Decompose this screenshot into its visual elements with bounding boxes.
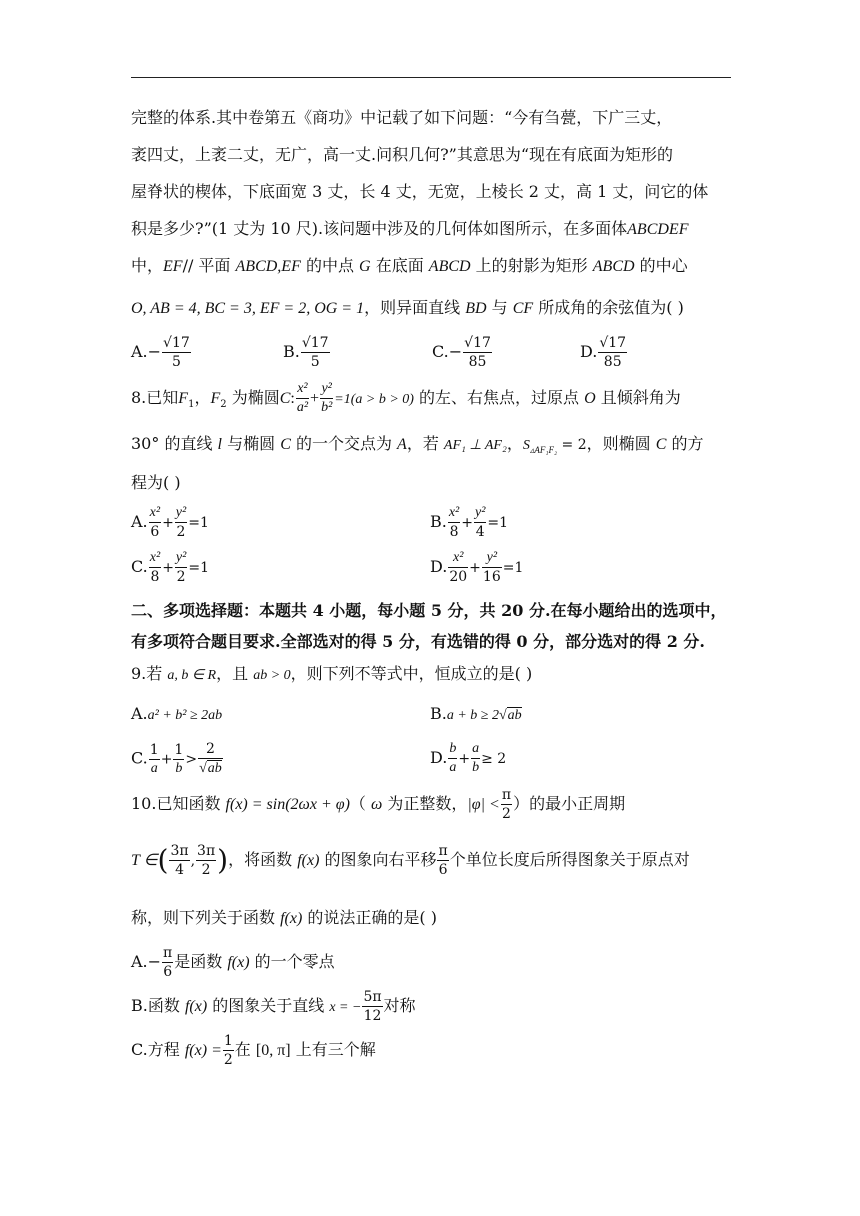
text-line: O, AB = 4, BC = 3, EF = 2, OG = 1，则异面直线 BD 与 CF 所成角的余弦值为( ) — [131, 298, 684, 317]
q9-option-b: B.a + b ≥ 2√ab — [430, 704, 522, 723]
q9-option-c: C. $\frac{1}{a}$ + $\frac{1}{b}$ > $\frac{2}{√ab}$ — [131, 741, 222, 776]
q8-option-d: D. $\frac{\text{x²}}{20}$ + $\frac{\text{y²}}{16}$ =1 — [430, 550, 524, 585]
q9-option-d: D. $\frac{b}{a}$ + $\frac{a}{b}$ ≥ 2 — [430, 741, 507, 775]
q7-option-d: D. $\frac{√17}{85}$ — [580, 335, 627, 370]
q10-stem-line3: 称，则下列关于函数 f(x) 的说法正确的是( ) — [131, 908, 437, 927]
section-heading: 二、多项选择题：本题共 4 小题，每小题 5 分，共 20 分.在每小题给出的选项中， — [131, 601, 727, 620]
q8-stem: 8.已知$F_1$，$F_2$ 为椭圆C: $\frac{\text{x²}}{\text{a²}}$ + $\frac{\text{y²}}{\text{b²}}$ =1(a > b > 0) 的左、右焦点，过原点 O 且倾斜角为 — [131, 381, 681, 415]
text-line: 中，EF// 平面 ABCD,EF 的中点 G 在底面 ABCD 上的射影为矩形 ABCD 的中心 — [131, 256, 688, 275]
q8-option-a: A. $\frac{\text{x²}}{6}$ + $\frac{\text{y²}}{2}$ =1 — [131, 505, 209, 540]
q8-stem-line2: 30° 的直线 l 与椭圆 C 的一个交点为 A，若 AF₁ ⊥ AF₂，$S_{▵AF_1F_2} = 2$，则椭圆 C 的方 — [131, 434, 704, 456]
q7-option-c: C.− $\frac{√17}{85}$ — [432, 335, 491, 370]
q7-option-a: A.− $\frac{√17}{5}$ — [131, 335, 190, 370]
q10-option-b: B.函数 f(x) 的图象关于直线 x = − $\frac{5\pi}{12}$ 对称 — [131, 989, 416, 1024]
q10-stem-line2: T ∈( $\frac{3\pi}{4}$ , $\frac{3\pi}{2}$ )，将函数 f(x) 的图象向右平移 $\frac{\pi}{6}$ 个单位长度后所得图象关于原点对 — [131, 843, 690, 878]
text-line: 袤四丈，上袤二丈，无广，高一丈.问积几何?”其意思为“现在有底面为矩形的 — [131, 145, 674, 164]
text-line: 积是多少?”(1 丈为 10 尺).该问题中涉及的几何体如图所示，在多面体ABCDEF — [131, 219, 689, 238]
q10-option-a: A.− $\frac{\pi}{6}$ 是函数 f(x) 的一个零点 — [131, 945, 335, 980]
text-line: 屋脊状的楔体，下底面宽 3 丈，长 4 丈，无宽，上棱长 2 丈，高 1 丈，问它的体 — [131, 182, 709, 201]
q8-stem-line3: 程为( ) — [131, 473, 181, 492]
section-heading-line2: 有多项符合题目要求.全部选对的得 5 分，有选错的得 0 分，部分选对的得 2 分. — [131, 632, 705, 651]
q10-stem: 10.已知函数 f(x) = sin(2ωx + φ)（ ω 为正整数，|φ| < $\frac{\pi}{2}$ ）的最小正周期 — [131, 787, 626, 822]
q7-option-b: B. $\frac{√17}{5}$ — [283, 335, 329, 370]
q9-stem: 9.若 a, b ∈ R，且 ab > 0，则下列不等式中，恒成立的是( ) — [131, 664, 533, 683]
q9-option-a: A.a² + b² ≥ 2ab — [131, 704, 223, 723]
q8-option-c: C. $\frac{\text{x²}}{8}$ + $\frac{\text{y²}}{2}$ =1 — [131, 550, 209, 585]
text-line: 完整的体系.其中卷第五《商功》中记载了如下问题：“今有刍甍，下广三丈， — [131, 108, 673, 127]
q10-option-c: C.方程 f(x) = $\frac{1}{2}$ 在 [0, π] 上有三个解 — [131, 1033, 376, 1068]
header-rule — [131, 77, 731, 78]
q8-option-b: B. $\frac{\text{x²}}{8}$ + $\frac{\text{y²}}{4}$ =1 — [430, 505, 509, 540]
